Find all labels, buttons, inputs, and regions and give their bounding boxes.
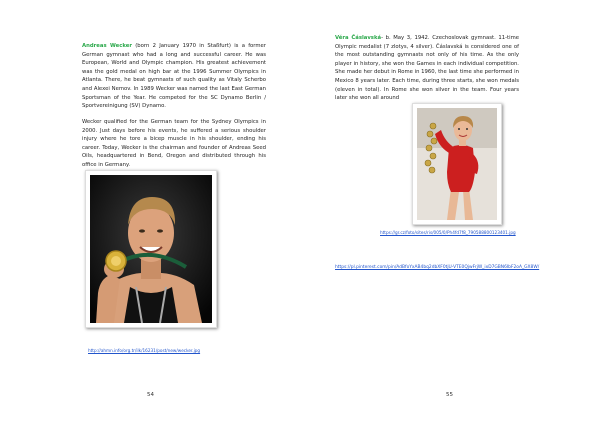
page-right [300,0,600,424]
caslavska-photo-source-link[interactable]: https://gr.cz/foto/sites/ris/005/0/Ph4fd7f8_790588800123401.jpg [380,230,516,235]
wecker-bio-text: (born 2 January 1970 in Staßfurt) is a former German gymnast who had a long and successful career. He was European, World and Olympic champion. His greatest achievement was the gold medal on high bar at the 1996 Summer Olympics in Atlanta. There, he beat gymnasts of such quality as Vitaly Scherbo and Alexei Nemov. In 1989 Wecker was named the last East German Sportsman of the Year. He competed for the SC Dynamo Berlin / Sportvereinigung (SV) Dynamo. [82,43,266,110]
caslavska-name: Věra Čáslavská [335,35,382,41]
pinterest-link[interactable]: https://pl.pinterest.com/pin/AdBfoYxAB4bq2dbXF0tjU-VTE0QjwFrjW_ixD7GBN6IbF2oA_GX8W/ [335,265,540,270]
page-number-left: 54 [147,392,154,398]
caslavska-bio-text: - b. May 3, 1942. Czechoslovak gymnast. 11-time Olympic medalist (7 zlotys, 4 silver). Čáslavská is considered one of the most outstanding gymnasts not only of his time. As the only player in history, she won the Games in each individual competition. She made her debut in Rome in 1960, the last time she performed in Mexico 8 years later. Each time, during three starts, she won medals (eleven in total). In Rome she won silver in the team. Four years later she won all around [335,35,519,102]
page-number-right: 55 [446,392,453,398]
wecker-career-paragraph: Wecker qualified for the German team for the Sydney Olympics in 2000. Just days before his events, he suffered a serious shoulder injury where he tore a bicep muscle in his shoulder, ending his career. Today, Wecker is the chairman and founder of Andreas Seed Oils, headquartered in Bend, Oregon and distributed through his office in Germany. [82,119,266,168]
wecker-photo [85,170,217,328]
gymnast-photo-image [90,175,212,323]
wecker-name: Andreas Wecker [82,43,132,49]
wecker-photo-source-link[interactable]: http://ahmn.info/org.tr/ilk/16231/post/new/wecker.jpg [88,348,201,353]
caslavska-photo [412,103,502,225]
caslavska-bio-paragraph [335,34,519,103]
wecker-bio-paragraph [82,42,266,111]
gymnast-photo-image [417,108,497,220]
